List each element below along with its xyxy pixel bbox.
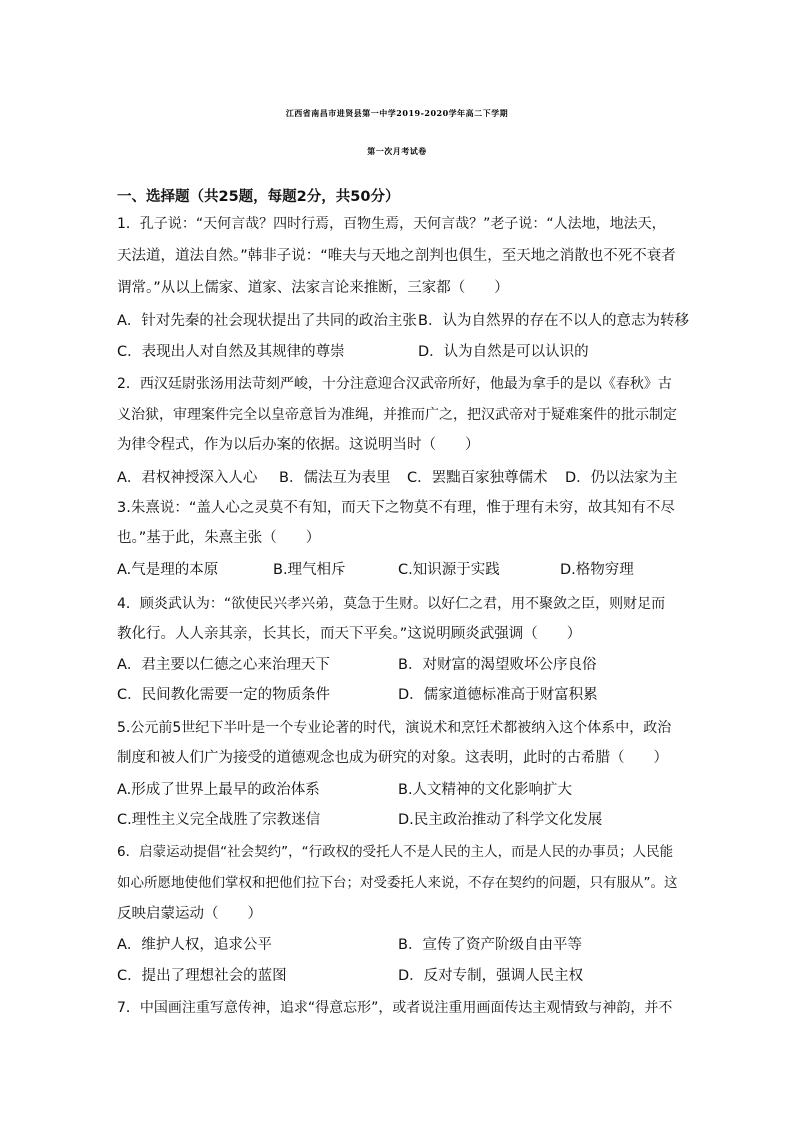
question-1-option-b: B．认为自然界的存在不以人的意志为转移	[418, 313, 689, 329]
question-5-option-b: B.人文精神的文化影响扩大	[398, 782, 573, 798]
question-6-option-c: C．提出了理想社会的蓝图	[117, 968, 287, 984]
question-6-option-b: B．宣传了资产阶级自由平等	[398, 937, 582, 953]
question-2-option-b: B．儒法互为表里	[279, 470, 391, 486]
question-3-option-c: C.知识源于实践	[398, 562, 500, 578]
question-1-option-a: A．针对先秦的社会现状提出了共同的政治主张	[117, 313, 417, 329]
question-6-line-2: 如心所愿地使他们掌权和把他们拉下台；对受委托人来说，不存在契约的问题，只有服从”。这	[117, 875, 678, 891]
question-4-option-d: D．儒家道德标准高于财富积累	[398, 687, 598, 703]
question-1-line-1: 1．孔子说：“天何言哉？四时行焉，百物生焉，天何言哉？”老子说：“人法地，地法天，	[117, 216, 666, 232]
question-4-line-1: 4．顾炎武认为：“欲使民兴孝兴弟，莫急于生财。以好仁之君，用不聚敛之臣，则财足而	[117, 596, 666, 612]
question-1-line-3: 谓常。”从以上儒家、道家、法家言论来推断，三家都（ ）	[117, 280, 509, 296]
question-2-line-3: 为律令程式，作为以后办案的依据。这说明当时（ ）	[117, 437, 480, 453]
question-4-option-b: B．对财富的渴望败坏公序良俗	[398, 657, 597, 673]
question-3-line-2: 也。”基于此，朱熹主张（ ）	[117, 530, 321, 546]
question-3-option-d: D.格物穷理	[560, 562, 634, 578]
question-5-option-c: C.理性主义完全战胜了宗教迷信	[117, 812, 321, 828]
question-4-line-2: 教化行。人人亲其亲，长其长，而天下平矣。”这说明顾炎武强调（ ）	[117, 626, 582, 642]
question-6-option-d: D．反对专制，强调人民主权	[398, 968, 584, 984]
section-heading: 一、选择题（共25题，每题2分，共50分）	[117, 189, 400, 205]
question-2-option-c: C．罢黜百家独尊儒术	[407, 470, 548, 486]
question-3-line-1: 3.朱熹说：“盖人心之灵莫不有知，而天下之物莫不有理，惟于理有未穷，故其知有不尽	[117, 500, 675, 516]
question-5-option-d: D.民主政治推动了科学文化发展	[398, 812, 603, 828]
exam-subtitle: 第一次月考试卷	[367, 146, 427, 156]
question-2-option-d: D．仍以法家为主	[565, 470, 678, 486]
question-5-line-2: 制度和被人们广为接受的道德观念也成为研究的对象。这表明，此时的古希腊（ ）	[117, 750, 668, 766]
question-3-option-b: B.理气相斥	[273, 562, 346, 578]
question-6-line-1: 6．启蒙运动提倡“社会契约”，“行政权的受托人不是人民的主人，而是人民的办事员；人民能	[117, 844, 674, 860]
question-7-line-1: 7．中国画注重写意传神，追求“得意忘形”，或者说注重用画面传达主观情致与神韵，并不	[117, 1000, 673, 1016]
question-6-option-a: A．维护人权，追求公平	[117, 937, 272, 953]
question-1-option-d: D．认为自然是可以认识的	[418, 344, 589, 360]
question-5-option-a: A.形成了世界上最早的政治体系	[117, 782, 320, 798]
question-2-line-2: 义治狱，审理案件完全以皇帝意旨为准绳，并推而广之，把汉武帝对于疑难案件的批示制定	[117, 407, 677, 423]
exam-title: 江西省南昌市进贤县第一中学2019-2020学年高二下学期	[285, 108, 509, 118]
question-4-option-c: C．民间教化需要一定的物质条件	[117, 687, 331, 703]
question-6-line-3: 反映启蒙运动（ ）	[117, 906, 262, 922]
question-2-line-1: 2．西汉廷尉张汤用法苛刻严峻，十分注意迎合汉武帝所好，他最为拿手的是以《春秋》古	[117, 376, 672, 392]
question-1-option-c: C．表现出人对自然及其规律的尊崇	[117, 344, 345, 360]
question-1-line-2: 天法道，道法自然。”韩非子说：“唯夫与天地之剖判也俱生，至天地之消散也不死不衰者	[117, 248, 676, 264]
question-5-line-1: 5.公元前5世纪下半叶是一个专业论著的时代，演说术和烹饪术都被纳入这个体系中，政治	[117, 720, 672, 736]
question-4-option-a: A．君主要以仁德之心来治理天下	[117, 657, 330, 673]
question-3-option-a: A.气是理的本原	[117, 562, 219, 578]
question-2-option-a: A．君权神授深入人心	[117, 470, 258, 486]
